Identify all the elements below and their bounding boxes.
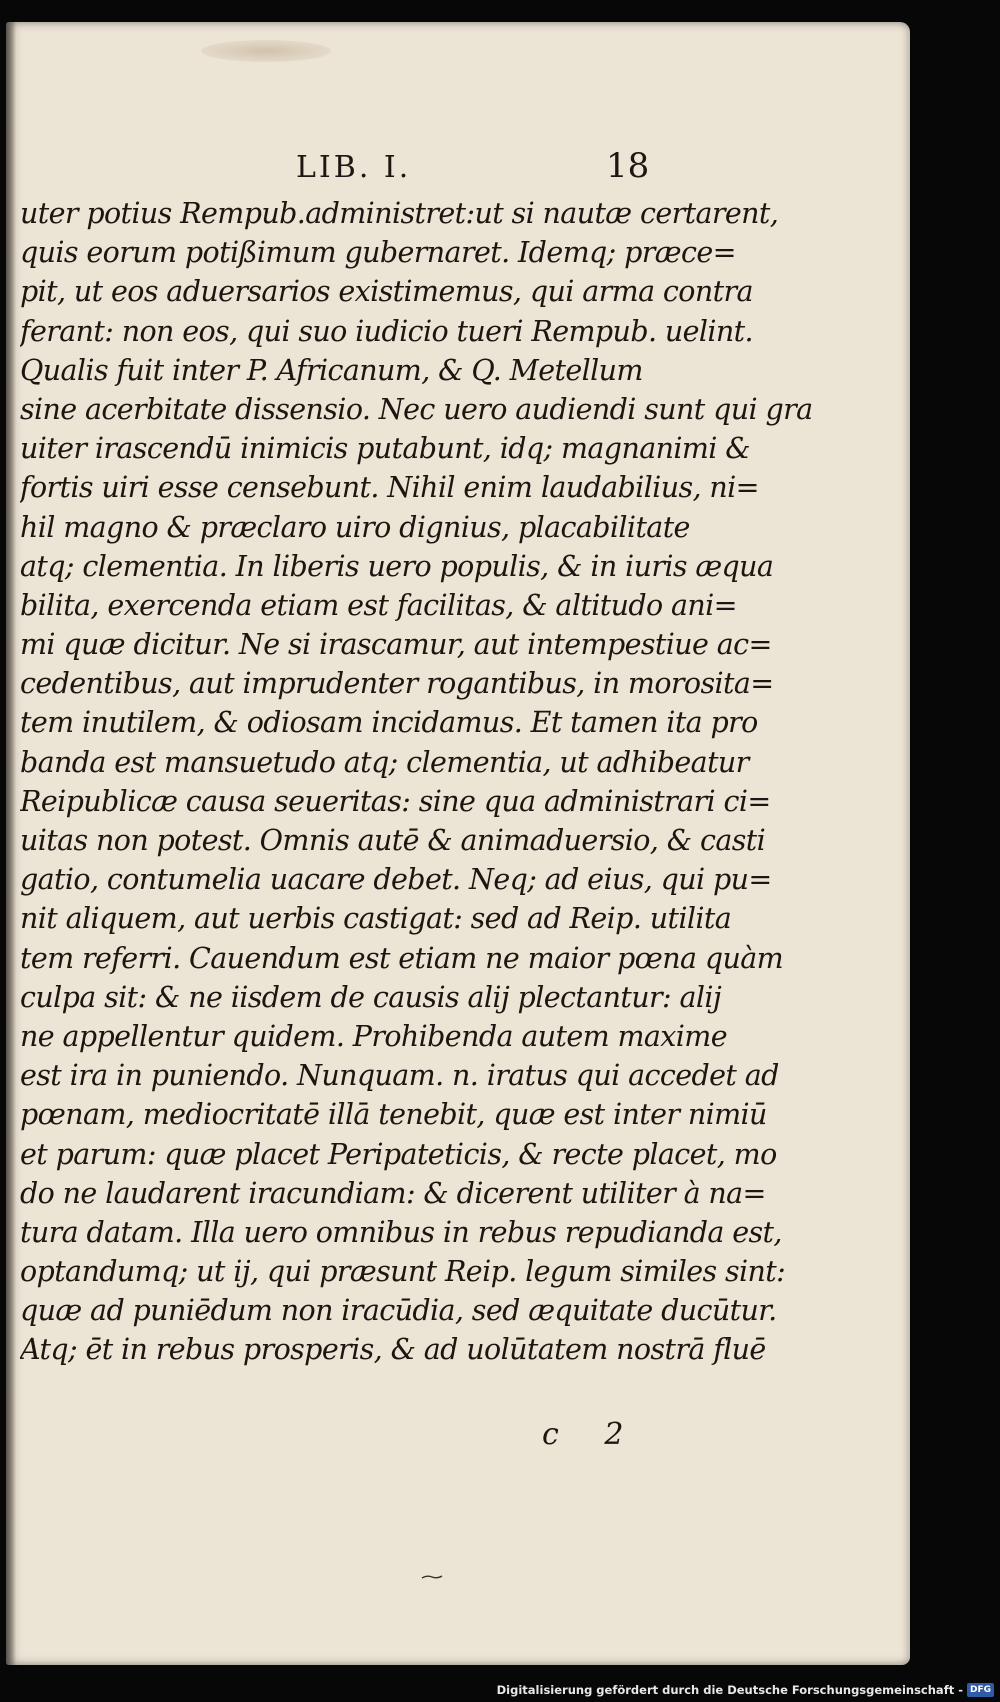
text-line: mi quæ dicitur. Ne si irascamur, aut intempestiue ac= (20, 628, 772, 662)
footer-credit (497, 1681, 994, 1699)
text-line: gatio, contumelia uacare debet. Neq; ad eius, qui pu= (20, 863, 772, 897)
text-line: do ne laudarent iracundiam: & dicerent utiliter à na= (20, 1176, 766, 1210)
text-line: quis eorum potißimum gubernaret. Idemq; præce= (20, 236, 736, 270)
text-line: nit aliquem, aut uerbis castigat: sed ad Reip. utilita (20, 902, 732, 936)
dfg-logo: DFG (967, 1683, 994, 1697)
text-line: est ira in puniendo. Nunquam. n. iratus qui accedet ad (20, 1059, 779, 1093)
text-line: tem inutilem, & odiosam incidamus. Et tamen ita pro (20, 706, 758, 740)
text-line: pœnam, mediocritatē illā tenebit, quæ est inter nimiū (20, 1098, 767, 1132)
footer-credit-text: Digitalisierung gefördert durch die Deutsche Forschungsgemeinschaft - (496, 1683, 963, 1697)
book-page (6, 22, 910, 1665)
text-line: Qualis fuit inter P. Africanum, & Q. Metellum (20, 353, 643, 387)
page-number: 18 (606, 146, 650, 186)
signature-mark: c 2 (542, 1417, 642, 1452)
text-line: Reipublicæ causa seueritas: sine qua administrari ci= (20, 784, 771, 818)
text-line: ne appellentur quidem. Prohibenda autem maxime (20, 1019, 727, 1053)
text-line: atq; clementia. In liberis uero populis, & in iuris æqua (20, 549, 774, 583)
text-line: optandumq; ut ij, qui præsunt Reip. legum similes sint: (20, 1255, 786, 1289)
page-stain (201, 40, 331, 62)
text-line: quæ ad puniēdum non iracūdia, sed æquitate ducūtur. (20, 1294, 777, 1328)
text-line: uter potius Rempub.administret:ut si nautæ certarent, (20, 197, 779, 230)
text-line: bilita, exercenda etiam est facilitas, & altitudo ani= (20, 588, 737, 622)
text-line: uiter irascendū inimicis putabunt, idq; magnanimi & (20, 432, 751, 466)
text-line: culpa sit: & ne iisdem de causis alij plectantur: alij (20, 980, 722, 1014)
text-line: tem referri. Cauendum est etiam ne maior pœna quàm (20, 941, 784, 975)
text-line: banda est mansuetudo atq; clementia, ut adhibeatur (20, 745, 749, 779)
text-line: hil magno & præclaro uiro dignius, placabilitate (20, 510, 690, 544)
text-line: et parum: quæ placet Peripateticis, & recte placet, mo (20, 1137, 777, 1171)
text-line: tura datam. Illa uero omnibus in rebus repudianda est, (20, 1215, 782, 1249)
running-head-title: LIB. I. (296, 150, 412, 185)
text-line: sine acerbitate dissensio. Nec uero audiendi sunt qui gra (20, 392, 813, 426)
text-line: fortis uiri esse censebunt. Nihil enim laudabilius, ni= (20, 471, 759, 505)
text-line: ferant: non eos, qui suo iudicio tueri Rempub. uelint. (20, 314, 753, 348)
text-line: Atq; ēt in rebus prosperis, & ad uolūtatem nostrā fluē (20, 1333, 766, 1367)
text-line: cedentibus, aut imprudenter rogantibus, in morosita= (20, 667, 774, 701)
text-line: pit, ut eos aduersarios existimemus, qui arma contra (20, 275, 753, 309)
body-text (20, 194, 910, 1370)
ink-mark (421, 1574, 443, 1580)
text-line: uitas non potest. Omnis autē & animaduersio, & casti (20, 824, 766, 857)
running-head (6, 146, 910, 186)
